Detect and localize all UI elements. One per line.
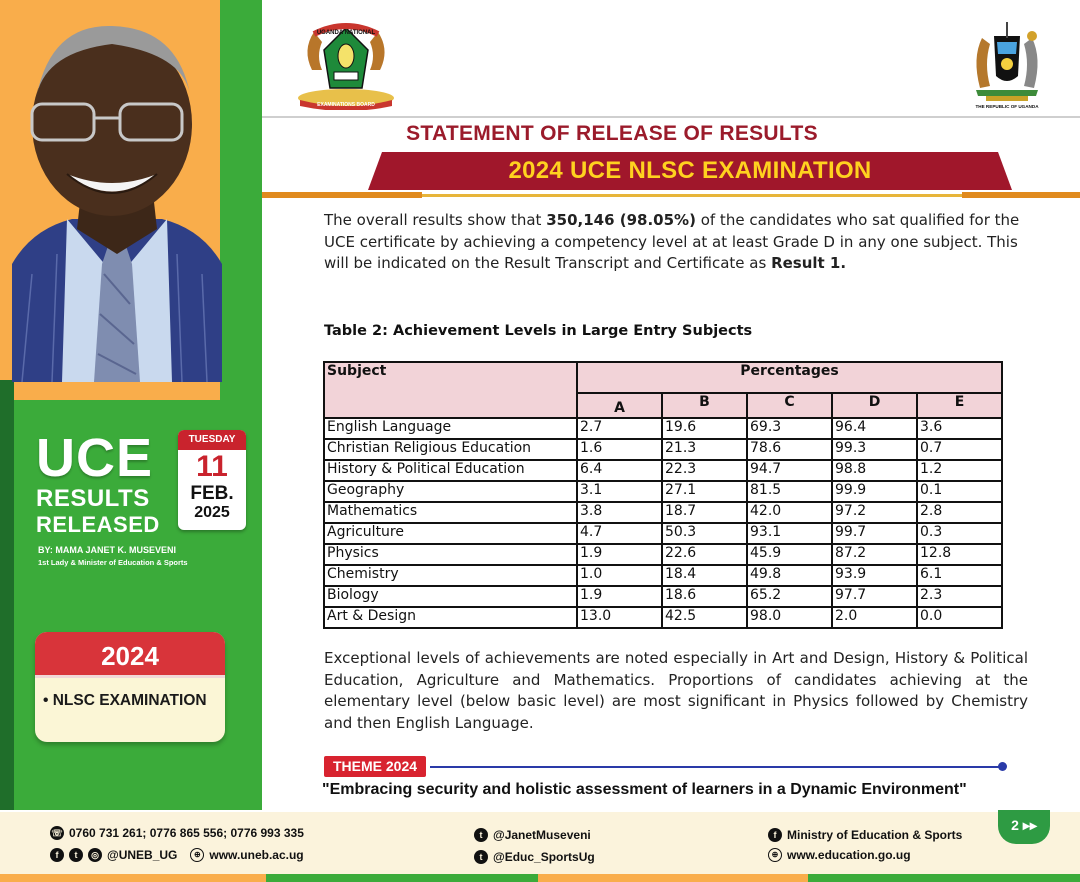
grade-d-cell: 97.7 <box>832 586 917 607</box>
date-year: 2025 <box>194 504 230 521</box>
grade-e-cell: 2.3 <box>917 586 1002 607</box>
phone-numbers: 0760 731 261; 0776 865 556; 0776 993 335 <box>69 826 304 840</box>
grade-c-cell: 42.0 <box>747 502 832 523</box>
logo-left-bottom-text: EXAMINATIONS BOARD <box>317 102 375 108</box>
theme-badge: THEME 2024 <box>324 756 426 777</box>
table-caption: Table 2: Achievement Levels in Large Entry Subjects <box>324 323 753 339</box>
table-row <box>324 565 1002 586</box>
phone-row <box>50 826 304 840</box>
exam-year-card <box>35 632 225 742</box>
grade-c-cell: 49.8 <box>747 565 832 586</box>
grade-e-cell: 2.8 <box>917 502 1002 523</box>
uce-big-text: UCE <box>36 428 154 488</box>
intro-highlight: 350,146 (98.05%) <box>546 211 696 229</box>
grade-c-cell: 45.9 <box>747 544 832 565</box>
grade-c-cell: 69.3 <box>747 418 832 439</box>
uce-released-text: RELEASED <box>36 512 160 537</box>
grade-e-cell: 12.8 <box>917 544 1002 565</box>
grade-b-cell: 18.4 <box>662 565 747 586</box>
logo-right-caption: THE REPUBLIC OF UGANDA <box>975 104 1039 109</box>
grade-a-cell: 1.9 <box>577 544 662 565</box>
achievement-levels-table <box>323 361 1003 629</box>
intro-result-label: Result 1. <box>771 254 847 272</box>
page-number-tab <box>998 810 1050 844</box>
ministry-website[interactable]: www.education.go.ug <box>787 848 911 862</box>
subject-cell: Agriculture <box>324 523 577 544</box>
twitter-icon[interactable]: t <box>69 848 83 862</box>
grade-d-cell: 2.0 <box>832 607 917 628</box>
minister-portrait <box>12 14 222 382</box>
grade-c-cell: 78.6 <box>747 439 832 460</box>
grade-b-cell: 18.6 <box>662 586 747 607</box>
facebook-icon[interactable]: f <box>768 828 782 842</box>
grade-b-cell: 18.7 <box>662 502 747 523</box>
grade-a-cell: 13.0 <box>577 607 662 628</box>
globe-icon: ⊕ <box>190 848 204 862</box>
uneb-handle[interactable]: @UNEB_UG <box>107 848 178 862</box>
table-row <box>324 523 1002 544</box>
theme-line <box>430 766 1002 768</box>
uce-results-text: RESULTS <box>36 485 150 512</box>
table-body <box>324 362 1002 628</box>
phone-icon: ☏ <box>51 828 63 838</box>
grade-d-cell: 96.4 <box>832 418 917 439</box>
subject-cell: Geography <box>324 481 577 502</box>
grade-a-cell: 3.8 <box>577 502 662 523</box>
grade-b-cell: 22.6 <box>662 544 747 565</box>
bottom-color-bar <box>0 874 1080 882</box>
grade-d-cell: 93.9 <box>832 565 917 586</box>
table-row <box>324 439 1002 460</box>
twitter-handle-janet[interactable]: @JanetMuseveni <box>493 828 591 842</box>
intro-part2: of the candidates who sat qualified for the UCE certificate by achieving a competency level at at least Grade D in any one subject. This will be indicated on the Result Transcript and Certificate as <box>324 211 1020 272</box>
bar-segment-orange <box>538 874 808 882</box>
grade-d-cell: 99.9 <box>832 481 917 502</box>
subject-cell: English Language <box>324 418 577 439</box>
grade-a-cell: 3.1 <box>577 481 662 502</box>
subject-cell: Physics <box>324 544 577 565</box>
subject-cell: History & Political Education <box>324 460 577 481</box>
grade-header-b: B <box>662 393 747 418</box>
subject-cell: Mathematics <box>324 502 577 523</box>
sidebar-banner <box>0 0 262 810</box>
intro-paragraph <box>324 210 1028 275</box>
grade-d-cell: 97.2 <box>832 502 917 523</box>
grade-header-c: C <box>747 393 832 418</box>
ministry-row <box>768 828 962 842</box>
grade-header-e: E <box>917 393 1002 418</box>
grade-header-a: A <box>577 393 662 418</box>
bar-segment-green <box>808 874 1080 882</box>
twitter-row-1 <box>474 828 591 842</box>
grade-b-cell: 27.1 <box>662 481 747 502</box>
header-divider <box>262 116 1080 118</box>
twitter-icon[interactable]: t <box>474 828 488 842</box>
grade-c-cell: 81.5 <box>747 481 832 502</box>
grade-b-cell: 42.5 <box>662 607 747 628</box>
ministry-site-row <box>768 848 911 862</box>
uce-headline <box>36 430 186 538</box>
exam-title: 2024 UCE NLSC EXAMINATION <box>508 157 872 184</box>
grade-b-cell: 22.3 <box>662 460 747 481</box>
date-month: FEB. <box>190 483 234 504</box>
grade-b-cell: 50.3 <box>662 523 747 544</box>
grade-a-cell: 1.6 <box>577 439 662 460</box>
table-row <box>324 607 1002 628</box>
subject-header: Subject <box>324 362 577 418</box>
percentages-header: Percentages <box>577 362 1002 393</box>
grade-e-cell: 6.1 <box>917 565 1002 586</box>
intro-part1: The overall results show that <box>324 211 547 229</box>
grade-e-cell: 0.3 <box>917 523 1002 544</box>
grade-d-cell: 87.2 <box>832 544 917 565</box>
statement-title: STATEMENT OF RELEASE OF RESULTS <box>406 122 818 145</box>
facebook-icon[interactable]: f <box>50 848 64 862</box>
exam-card-year: 2024 <box>35 632 225 678</box>
grade-b-cell: 19.6 <box>662 418 747 439</box>
grade-a-cell: 2.7 <box>577 418 662 439</box>
globe-icon: ⊕ <box>768 848 782 862</box>
exam-card-item: • NLSC EXAMINATION <box>43 692 207 709</box>
bar-segment-green <box>266 874 538 882</box>
subject-cell: Chemistry <box>324 565 577 586</box>
by-line: BY: MAMA JANET K. MUSEVENI <box>38 545 177 555</box>
grade-e-cell: 1.2 <box>917 460 1002 481</box>
subject-cell: Art & Design <box>324 607 577 628</box>
grade-e-cell: 0.7 <box>917 439 1002 460</box>
subject-cell: Christian Religious Education <box>324 439 577 460</box>
table-row <box>324 460 1002 481</box>
bar-segment-orange <box>0 874 266 882</box>
grade-d-cell: 99.3 <box>832 439 917 460</box>
grade-a-cell: 1.9 <box>577 586 662 607</box>
next-arrow-icon: ▸▸ <box>1022 817 1037 833</box>
uneb-logo <box>292 20 400 110</box>
table-header-row <box>324 362 1002 393</box>
grade-d-cell: 99.7 <box>832 523 917 544</box>
grade-c-cell: 65.2 <box>747 586 832 607</box>
theme-dot <box>998 762 1007 771</box>
table-row <box>324 481 1002 502</box>
grade-e-cell: 0.0 <box>917 607 1002 628</box>
table-row <box>324 586 1002 607</box>
footer <box>0 812 1080 874</box>
twitter-row-2 <box>474 850 595 864</box>
grade-header-d: D <box>832 393 917 418</box>
grade-b-cell: 21.3 <box>662 439 747 460</box>
uganda-coat-of-arms <box>966 18 1048 110</box>
grade-c-cell: 93.1 <box>747 523 832 544</box>
date-day: TUESDAY <box>178 430 246 450</box>
grade-e-cell: 3.6 <box>917 418 1002 439</box>
theme-text: "Embracing security and holistic assessment of learners in a Dynamic Environment" <box>322 781 967 798</box>
grade-a-cell: 4.7 <box>577 523 662 544</box>
grade-d-cell: 98.8 <box>832 460 917 481</box>
table-row <box>324 502 1002 523</box>
uneb-website[interactable]: www.uneb.ac.ug <box>209 848 304 862</box>
page-number: 2 <box>1011 817 1019 833</box>
logo-left-top-text: UGANDA NATIONAL <box>316 30 376 36</box>
table-row <box>324 544 1002 565</box>
twitter-icon[interactable]: t <box>474 850 488 864</box>
grade-a-cell: 6.4 <box>577 460 662 481</box>
observations-paragraph: Exceptional levels of achievements are noted especially in Art and Design, History & Political Education, Agriculture and Mathematics. Proportions of candidates achieving at the elementary level (below basic level) are most significant in Physics followed by Chemistry and then English Language. <box>324 649 1028 732</box>
subject-cell: Biology <box>324 586 577 607</box>
grade-a-cell: 1.0 <box>577 565 662 586</box>
uneb-social-row <box>50 848 304 862</box>
grade-c-cell: 94.7 <box>747 460 832 481</box>
grade-c-cell: 98.0 <box>747 607 832 628</box>
twitter-handle-ministry[interactable]: @Educ_SportsUg <box>493 850 595 864</box>
instagram-icon[interactable]: ◎ <box>88 848 102 862</box>
date-number: 11 <box>196 450 228 483</box>
release-date-card <box>178 430 246 530</box>
grade-e-cell: 0.1 <box>917 481 1002 502</box>
table-row <box>324 418 1002 439</box>
by-role: 1st Lady & Minister of Education & Sports <box>38 558 188 567</box>
gold-accent-line <box>262 192 1080 198</box>
dark-green-strip <box>0 380 14 810</box>
ministry-name[interactable]: Ministry of Education & Sports <box>787 828 963 842</box>
